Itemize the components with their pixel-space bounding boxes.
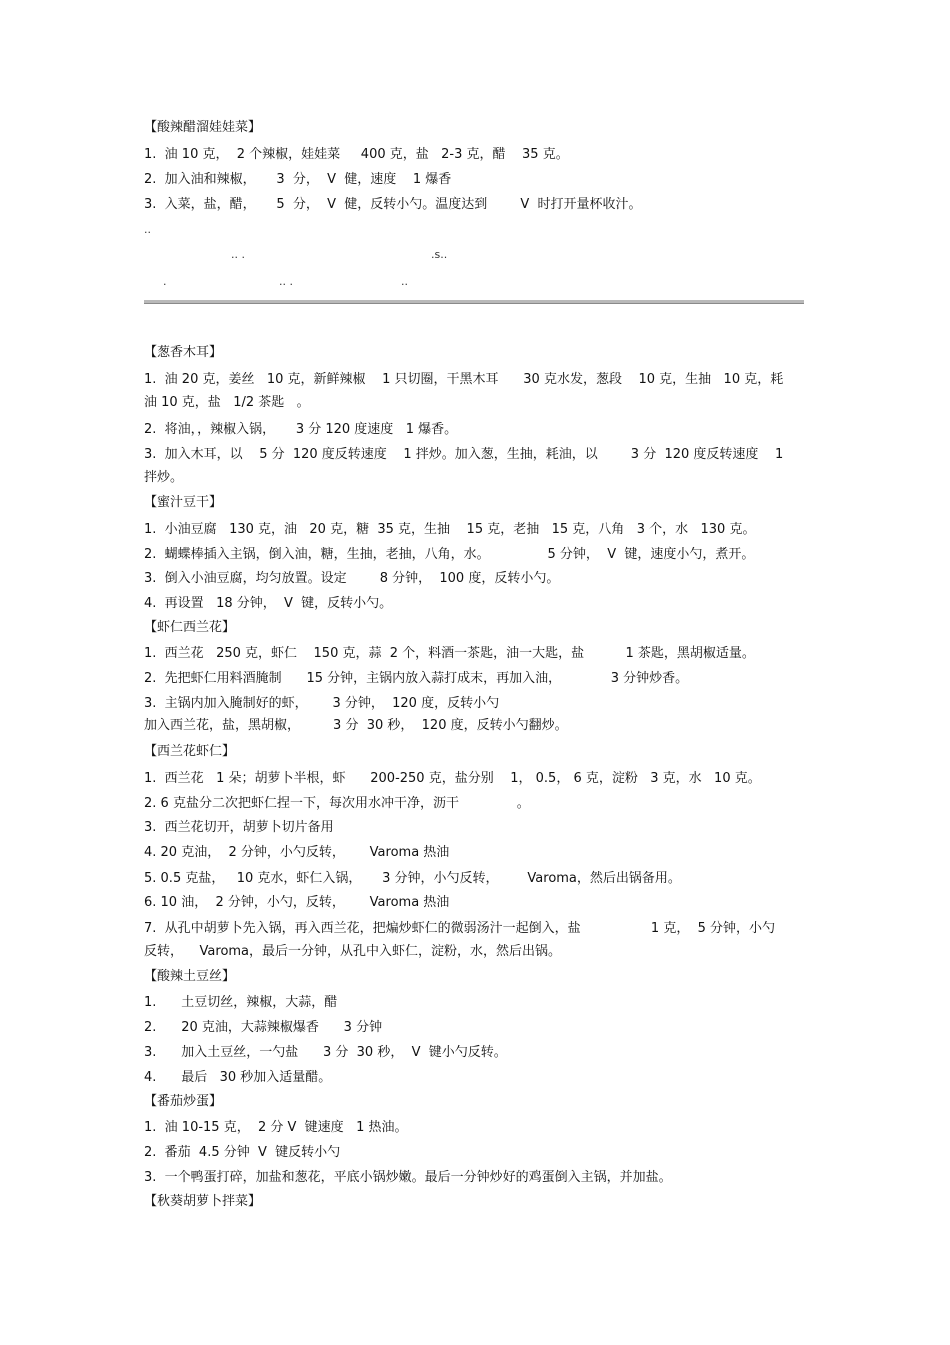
recipe-line: 1. 小油豆腐 130 克，油 20 克，糖 35 克，生抽 15 克，老抽 15 克，八角 3 个，水 130 克。 bbox=[144, 522, 756, 537]
recipe-line: 3. 西兰花切开，胡萝卜切片备用 bbox=[144, 820, 334, 835]
recipe-line: 2. 先把虾仁用料酒腌制 15 分钟，主锅内放入蒜打成末，再加入油， 3 分钟炒香。 bbox=[144, 671, 689, 686]
stray-dots: . bbox=[163, 275, 167, 288]
stray-dots: .. . bbox=[279, 275, 293, 288]
recipe-line: 3. 主锅内加入腌制好的虾， 3 分钟， 120 度，反转小勺 bbox=[144, 696, 500, 711]
stray-dots: .s.. bbox=[431, 248, 448, 261]
recipe-line: 2. 6 克盐分二次把虾仁捏一下，每次用水冲干净，沥干 。 bbox=[144, 796, 530, 811]
recipe-line: 加入西兰花，盐，黑胡椒， 3 分 30 秒， 120 度，反转小勺翻炒。 bbox=[144, 718, 568, 733]
recipe-line: 1. 油 20 克，姜丝 10 克，新鲜辣椒 1 只切圈，干黑木耳 30 克水发，葱段 10 克，生抽 10 克，耗 bbox=[144, 372, 784, 387]
recipe-line: 3. 倒入小油豆腐，均匀放置。设定 8 分钟， 100 度，反转小勺。 bbox=[144, 571, 560, 586]
recipe-title-5: 【西兰花虾仁】 bbox=[144, 744, 236, 759]
recipe-title-2: 【葱香木耳】 bbox=[144, 345, 223, 360]
recipe-line: 2. 番茄 4.5 分钟 V 键反转小勺 bbox=[144, 1145, 341, 1160]
recipe-line: 4. 再设置 18 分钟， V 键，反转小勺。 bbox=[144, 596, 393, 611]
recipe-line: 油 10 克，盐 1/2 茶匙 。 bbox=[144, 395, 310, 410]
recipe-line: 1. 西兰花 1 朵；胡萝卜半根，虾 200-250 克，盐分别 1， 0.5， 6 克，淀粉 3 克，水 10 克。 bbox=[144, 771, 761, 786]
recipe-line: 反转， Varoma，最后一分钟，从孔中入虾仁，淀粉，水，然后出锅。 bbox=[144, 944, 562, 959]
recipe-line: 3. 入菜，盐，醋， 5 分， V 健，反转小勺。温度达到 V 时打开量杯收汁。 bbox=[144, 197, 642, 212]
recipe-line: 2. 加入油和辣椒， 3 分， V 健，速度 1 爆香 bbox=[144, 172, 452, 187]
recipe-line: 2. 蝴蝶棒插入主锅，倒入油，糖，生抽，老抽，八角，水。 5 分钟， V 键，速度小勺，煮开。 bbox=[144, 547, 755, 562]
recipe-title-4: 【虾仁西兰花】 bbox=[144, 620, 236, 635]
recipe-line: 6. 10 油， 2 分钟，小勺，反转， Varoma 热油 bbox=[144, 895, 450, 910]
recipe-line: 3. 一个鸭蛋打碎，加盐和葱花，平底小锅炒嫩。最后一分钟炒好的鸡蛋倒入主锅，并加盐。 bbox=[144, 1170, 672, 1185]
recipe-line: 1. 土豆切丝，辣椒，大蒜，醋 bbox=[144, 995, 338, 1010]
recipe-line: 1. 油 10 克， 2 个辣椒，娃娃菜 400 克，盐 2-3 克，醋 35 克。 bbox=[144, 147, 569, 162]
page-divider bbox=[144, 300, 804, 304]
recipe-title-3: 【蜜汁豆干】 bbox=[144, 495, 223, 510]
recipe-line: 拌炒。 bbox=[144, 470, 184, 485]
stray-dots: .. bbox=[401, 275, 408, 288]
recipe-line: 4. 最后 30 秒加入适量醋。 bbox=[144, 1070, 332, 1085]
recipe-title-7: 【番茄炒蛋】 bbox=[144, 1094, 223, 1109]
stray-dots: .. . bbox=[231, 248, 245, 261]
recipe-line: 2. 将油，，辣椒入锅， 3 分 120 度速度 1 爆香。 bbox=[144, 422, 458, 437]
stray-dots: .. bbox=[144, 223, 151, 236]
recipe-line: 1. 西兰花 250 克，虾仁 150 克，蒜 2 个，料酒一茶匙，油一大匙，盐 1 茶匙，黑胡椒适量。 bbox=[144, 646, 755, 661]
recipe-line: 7. 从孔中胡萝卜先入锅，再入西兰花，把煸炒虾仁的微弱汤汁一起倒入，盐 1 克， 5 分钟，小勺 bbox=[144, 921, 775, 936]
recipe-line: 5. 0.5 克盐， 10 克水，虾仁入锅， 3 分钟，小勺反转， Varoma，然后出锅备用。 bbox=[144, 871, 681, 886]
recipe-line: 3. 加入木耳，以 5 分 120 度反转速度 1 拌炒。加入葱，生抽，耗油，以 3 分 120 度反转速度 1 bbox=[144, 447, 784, 462]
recipe-line: 1. 油 10-15 克， 2 分 V 键速度 1 热油。 bbox=[144, 1120, 408, 1135]
recipe-line: 4. 20 克油， 2 分钟，小勺反转， Varoma 热油 bbox=[144, 845, 450, 860]
recipe-line: 3. 加入土豆丝，一勺盐 3 分 30 秒， V 键小勺反转。 bbox=[144, 1045, 507, 1060]
recipe-title-1: 【酸辣醋溜娃娃菜】 bbox=[144, 120, 262, 135]
recipe-line: 2. 20 克油，大蒜辣椒爆香 3 分钟 bbox=[144, 1020, 383, 1035]
recipe-title-6: 【酸辣土豆丝】 bbox=[144, 969, 236, 984]
recipe-title-8: 【秋葵胡萝卜拌菜】 bbox=[144, 1194, 262, 1209]
